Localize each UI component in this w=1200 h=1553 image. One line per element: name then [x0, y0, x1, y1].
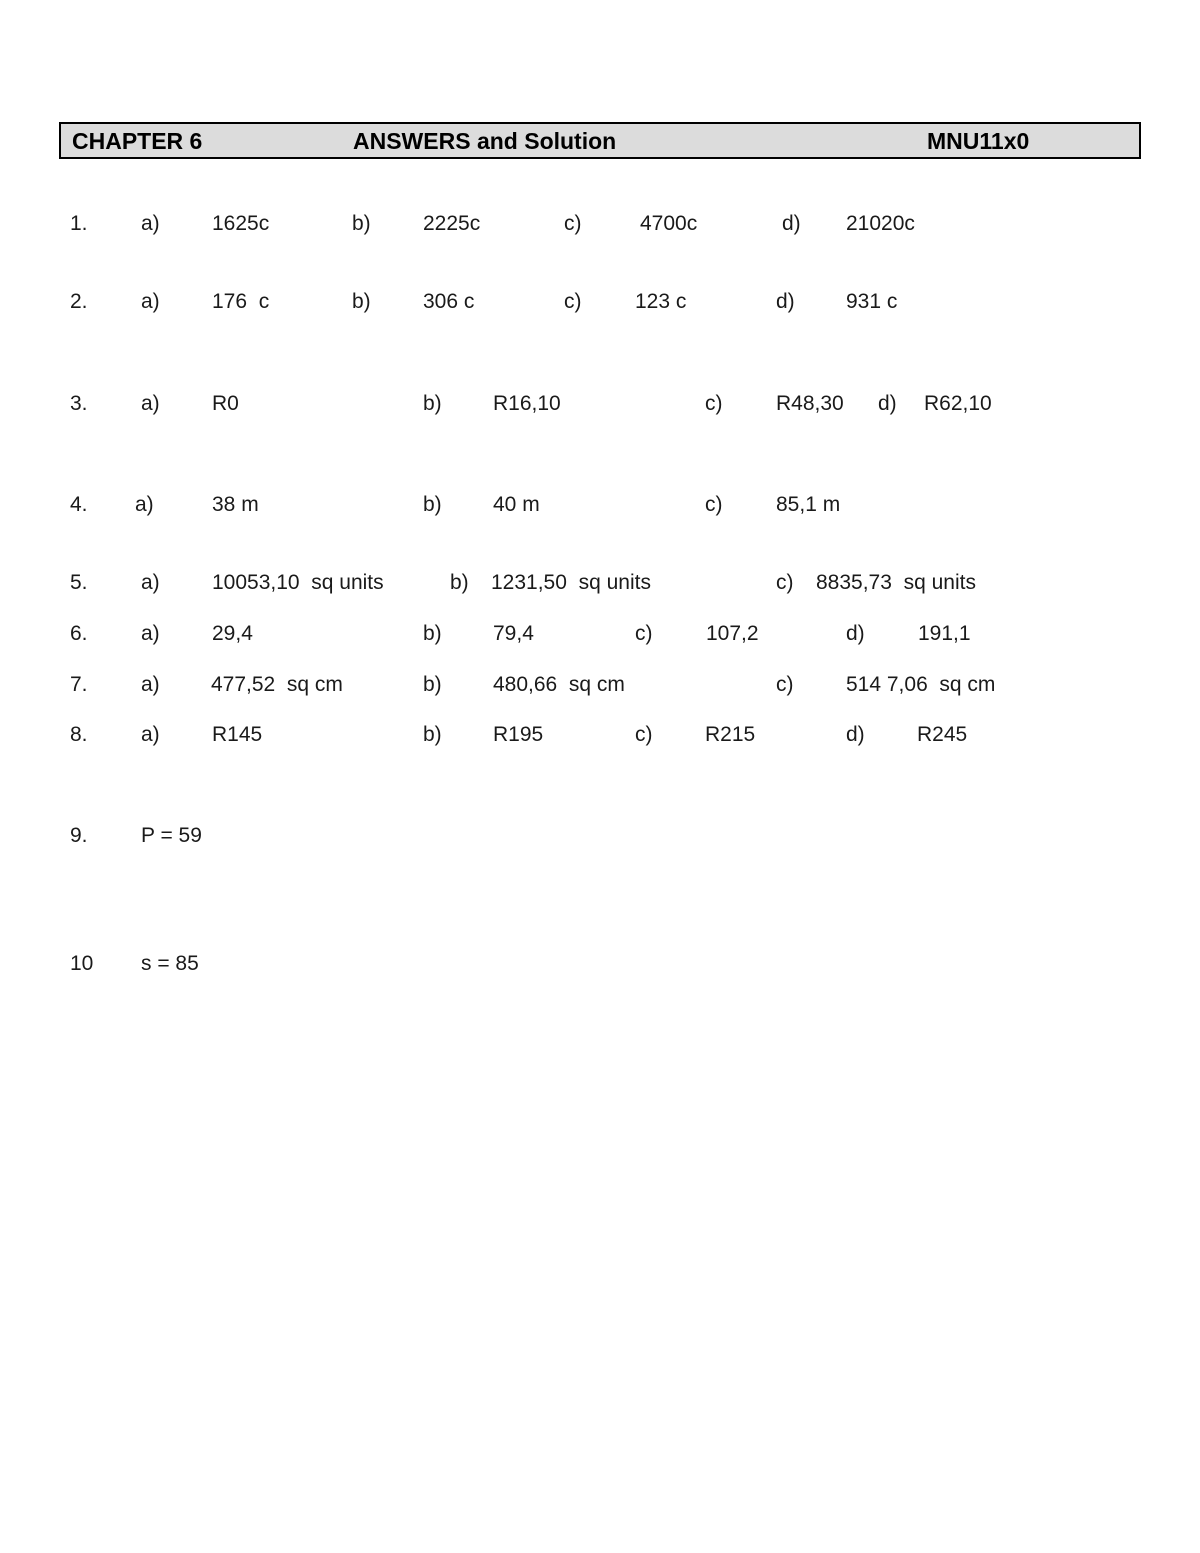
question-number: 5. — [70, 571, 88, 594]
part-value: R62,10 — [924, 392, 992, 415]
part-label: d) — [776, 290, 795, 313]
question-number: 7. — [70, 673, 88, 696]
part-label: b) — [352, 290, 371, 313]
part-value: 107,2 — [706, 622, 759, 645]
part-label: b) — [423, 392, 442, 415]
part-value: 10053,10 sq units — [212, 571, 384, 594]
question-number: 4. — [70, 493, 88, 516]
part-label: c) — [635, 622, 653, 645]
part-label: a) — [141, 290, 160, 313]
part-label: d) — [782, 212, 801, 235]
answer-text: s = 85 — [141, 952, 199, 975]
part-label: d) — [846, 723, 865, 746]
question-number: 3. — [70, 392, 88, 415]
part-label: d) — [846, 622, 865, 645]
question-number: 1. — [70, 212, 88, 235]
part-value: R48,30 — [776, 392, 844, 415]
course-code: MNU11x0 — [927, 128, 1030, 154]
question-number: 9. — [70, 824, 88, 847]
part-value: 514 7,06 sq cm — [846, 673, 996, 696]
part-value: 1625c — [212, 212, 270, 235]
part-value: 40 m — [493, 493, 540, 516]
question-number: 6. — [70, 622, 88, 645]
part-label: a) — [135, 493, 154, 516]
part-value: 8835,73 sq units — [816, 571, 976, 594]
question-number: 8. — [70, 723, 88, 746]
question-number: 2. — [70, 290, 88, 313]
part-label: c) — [705, 493, 723, 516]
part-value: 85,1 m — [776, 493, 841, 516]
part-value: 21020c — [846, 212, 915, 235]
part-value: R16,10 — [493, 392, 561, 415]
part-label: a) — [141, 212, 160, 235]
part-value: 1231,50 sq units — [491, 571, 651, 594]
part-value: 176 c — [212, 290, 270, 313]
part-label: b) — [352, 212, 371, 235]
part-label: a) — [141, 392, 160, 415]
answer-text: P = 59 — [141, 824, 202, 847]
part-label: b) — [450, 571, 469, 594]
part-label: d) — [878, 392, 897, 415]
part-label: c) — [705, 392, 723, 415]
part-label: b) — [423, 723, 442, 746]
part-label: b) — [423, 493, 442, 516]
part-value: 191,1 — [918, 622, 971, 645]
part-value: R195 — [493, 723, 544, 746]
part-value: 2225c — [423, 212, 481, 235]
part-value: 123 c — [635, 290, 687, 313]
part-label: a) — [141, 571, 160, 594]
part-value: 4700c — [640, 212, 698, 235]
part-label: a) — [141, 723, 160, 746]
part-label: b) — [423, 622, 442, 645]
part-label: c) — [564, 290, 582, 313]
part-label: a) — [141, 622, 160, 645]
part-value: 79,4 — [493, 622, 534, 645]
part-value: 306 c — [423, 290, 475, 313]
chapter-header-bar — [59, 122, 1141, 159]
part-label: c) — [776, 571, 794, 594]
part-label: b) — [423, 673, 442, 696]
chapter-label: CHAPTER 6 — [72, 128, 203, 154]
part-value: 480,66 sq cm — [493, 673, 625, 696]
page-title: ANSWERS and Solution — [353, 128, 617, 154]
part-value: R215 — [705, 723, 756, 746]
part-value: 29,4 — [212, 622, 253, 645]
part-label: c) — [635, 723, 653, 746]
part-value: 38 m — [212, 493, 259, 516]
part-label: c) — [564, 212, 582, 235]
part-label: c) — [776, 673, 794, 696]
part-label: a) — [141, 673, 160, 696]
part-value: 931 c — [846, 290, 898, 313]
part-value: R0 — [212, 392, 239, 415]
part-value: R245 — [917, 723, 968, 746]
question-number: 10 — [70, 952, 94, 975]
part-value: 477,52 sq cm — [211, 673, 343, 696]
part-value: R145 — [212, 723, 263, 746]
